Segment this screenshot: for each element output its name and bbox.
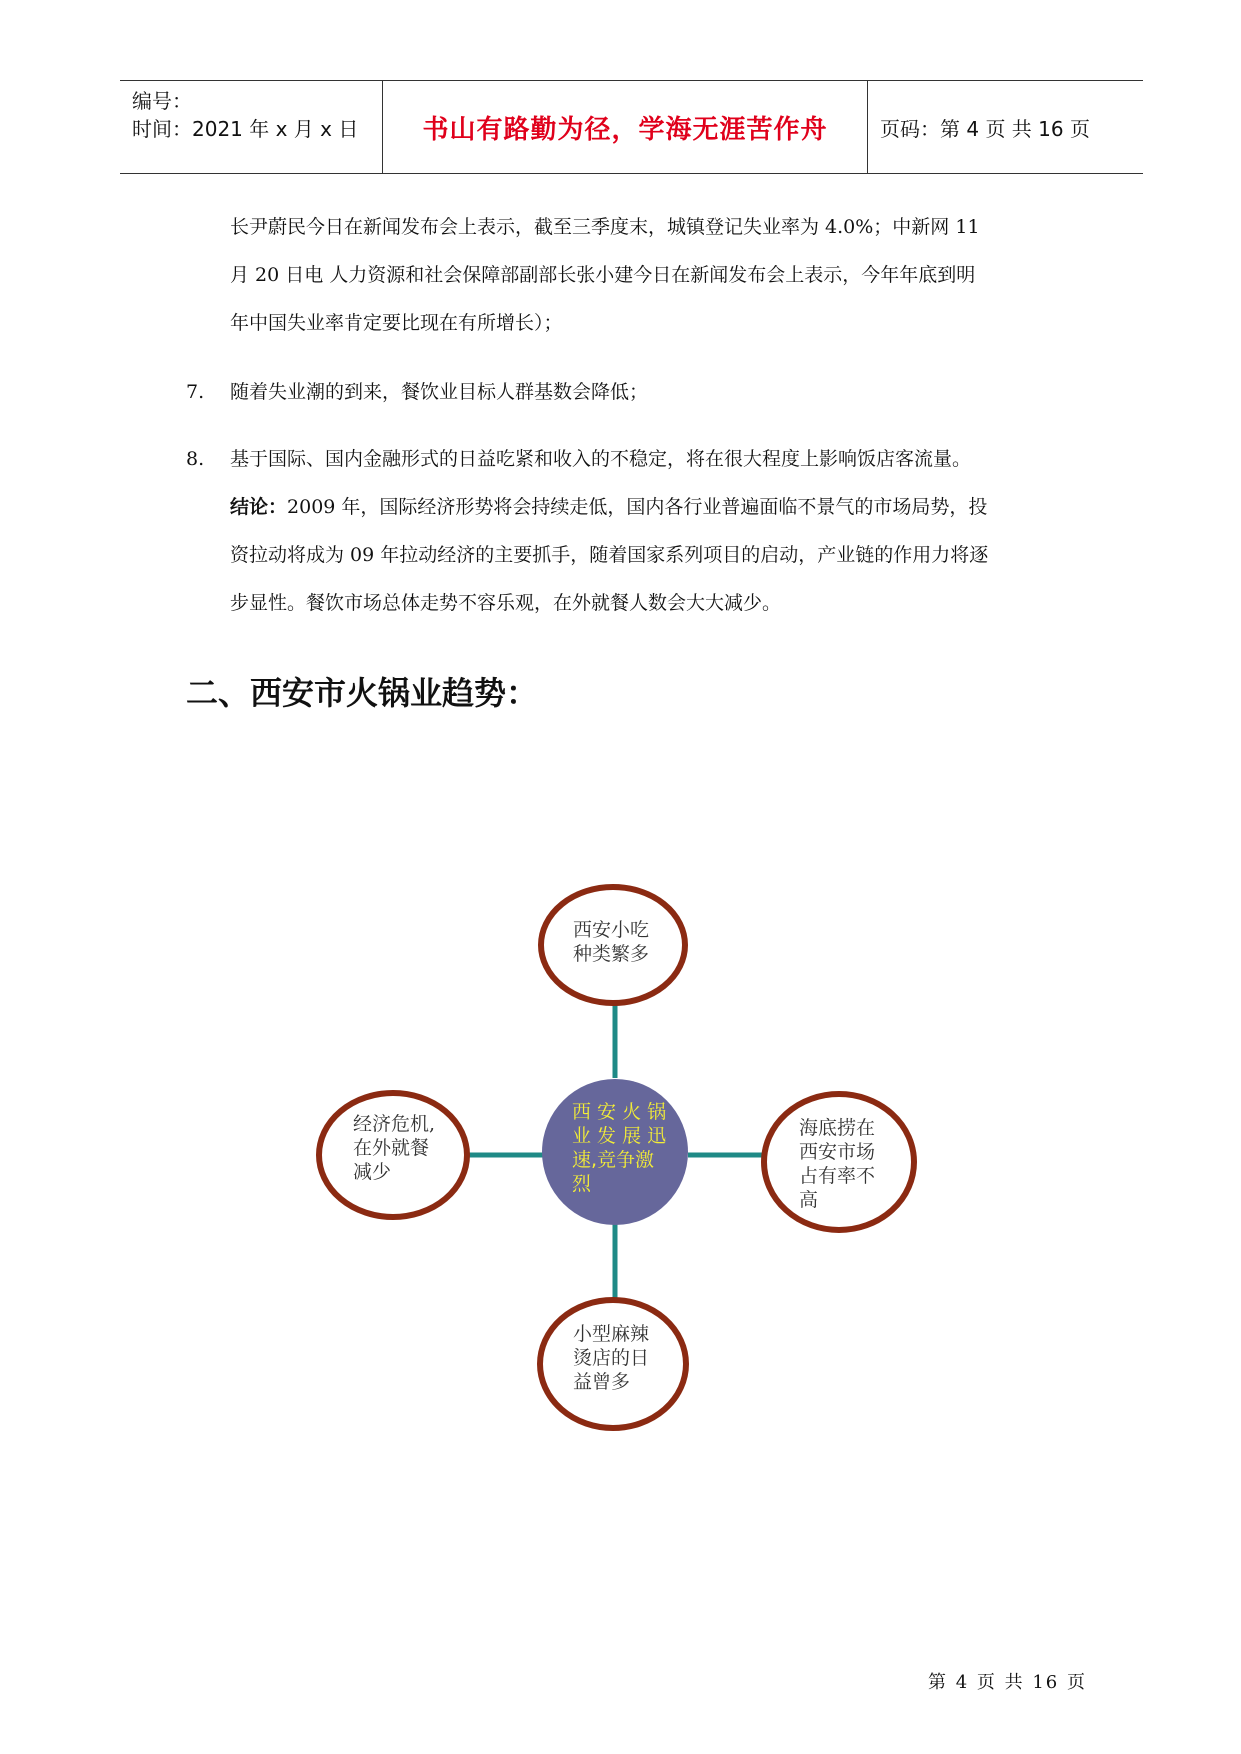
node-right-line: 占有率不 xyxy=(799,1165,876,1187)
continuation-line: 年中国失业率肯定要比现在有所增长）； xyxy=(230,312,563,334)
list-item-text: 基于国际、国内金融形式的日益吃紧和收入的不稳定，将在很大程度上影响饭店客流量。 xyxy=(230,448,972,470)
header-page-cell xyxy=(866,81,1143,173)
page-header xyxy=(120,80,1143,174)
node-bottom-line: 烫店的日 xyxy=(573,1347,650,1369)
header-motto: 书山有路勤为径，学海无涯苦作舟 xyxy=(422,114,828,145)
node-center-line: 西 安 火 锅 xyxy=(572,1101,667,1123)
continuation-line: 长尹蔚民今日在新闻发布会上表示，截至三季度末，城镇登记失业率为 4.0%；中新网 11 xyxy=(230,216,980,238)
document-time-label: 时间：2021 年 x 月 x 日 xyxy=(132,117,359,141)
conclusion-line: 步显性。餐饮市场总体走势不容乐观，在外就餐人数会大大减少。 xyxy=(230,592,782,614)
continuation-line: 月 20 日电 人力资源和社会保障部副部长张小建今日在新闻发布会上表示，今年年底到明 xyxy=(230,264,976,286)
node-bottom-line: 小型麻辣 xyxy=(573,1323,650,1345)
node-left-line: 减少 xyxy=(353,1161,392,1183)
conclusion-line: 2009 年，国际经济形势将会持续走低，国内各行业普遍面临不景气的市场局势，投 xyxy=(287,496,988,518)
node-top-line: 西安小吃 xyxy=(573,919,650,941)
node-bottom-line: 益曾多 xyxy=(573,1371,631,1393)
node-top xyxy=(541,887,685,1003)
header-motto-cell xyxy=(382,81,868,173)
conclusion-paragraph xyxy=(230,483,1100,627)
header-meta xyxy=(120,81,382,173)
node-right-line: 西安市场 xyxy=(799,1141,876,1163)
node-center-line: 业 发 展 迅 xyxy=(572,1125,667,1147)
list-item-text: 随着失业潮的到来，餐饮业目标人群基数会降低； xyxy=(230,381,649,403)
node-left-line: 经济危机, xyxy=(353,1113,436,1135)
conclusion-line: 资拉动将成为 09 年拉动经济的主要抓手，随着国家系列项目的启动，产业链的作用力将逐 xyxy=(230,544,989,566)
conclusion-label: 结论： xyxy=(230,496,288,518)
list-item-number: 8. xyxy=(186,448,205,470)
node-left xyxy=(319,1093,467,1217)
node-left-line: 在外就餐 xyxy=(353,1137,430,1159)
node-center-line: 烈 xyxy=(572,1173,592,1195)
node-center-line: 速,竞争激 xyxy=(572,1149,655,1171)
node-right-line: 海底捞在 xyxy=(799,1117,876,1139)
document-number-label: 编号： xyxy=(132,89,192,113)
page-footer: 第 4 页 共 16 页 xyxy=(928,1672,1087,1693)
list-item-number: 7. xyxy=(186,381,205,403)
node-center xyxy=(542,1079,688,1225)
node-right xyxy=(764,1094,914,1230)
continuation-paragraph xyxy=(230,203,1100,347)
node-right-line: 高 xyxy=(799,1189,819,1211)
section-title: 二、西安市火锅业趋势： xyxy=(186,674,539,712)
header-page-number: 页码：第 4 页 共 16 页 xyxy=(880,116,1090,141)
node-top-line: 种类繁多 xyxy=(573,943,650,965)
node-bottom xyxy=(540,1300,686,1428)
